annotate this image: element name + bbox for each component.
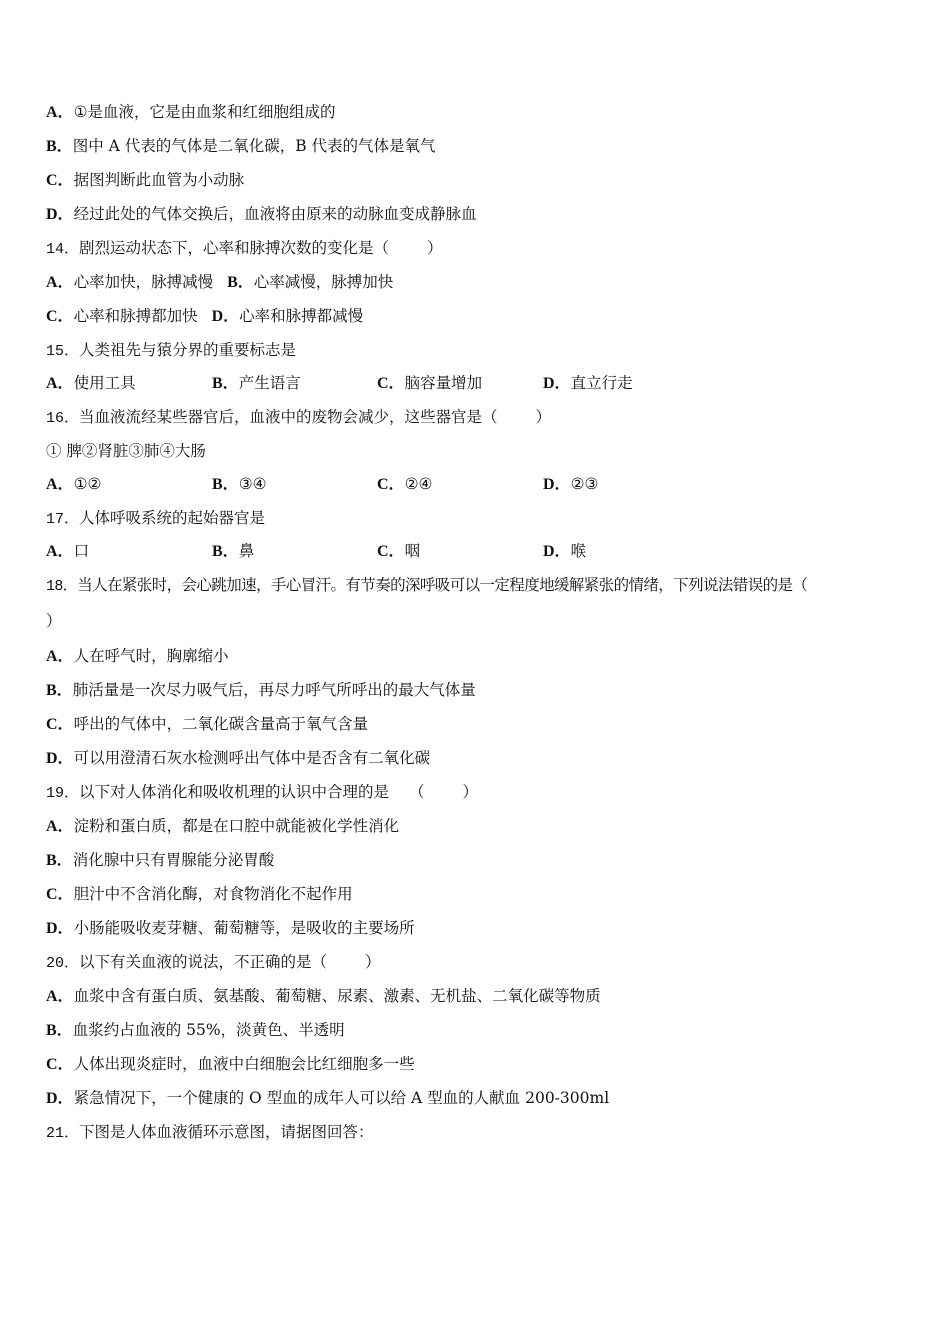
option-text: 经过此处的气体交换后，血液将由原来的动脉血变成静脉血 xyxy=(73,205,477,223)
option-text: ①② xyxy=(73,475,102,493)
option-text: 脑容量增加 xyxy=(404,374,483,392)
option-letter: D． xyxy=(46,750,74,767)
option-text: 血浆约占血液的 55%，淡黄色、半透明 xyxy=(72,1021,345,1039)
paren-close: ） xyxy=(46,612,62,630)
option-text: 据图判断此血管为小动脉 xyxy=(73,171,245,189)
option-text: 心率和脉搏都加快 xyxy=(73,307,198,325)
q15-option-d xyxy=(543,373,633,394)
option-letter: D． xyxy=(46,1090,74,1107)
option-letter: C． xyxy=(46,716,74,733)
question-text: 下图是人体血液循环示意图，请据图回答： xyxy=(79,1123,374,1141)
option-letter: D． xyxy=(543,476,571,493)
option-letter: B． xyxy=(212,543,239,560)
q15-option-a xyxy=(46,373,136,394)
option-letter: A． xyxy=(46,375,74,392)
q16-option-c xyxy=(377,474,432,495)
option-letter: B． xyxy=(46,682,73,699)
question-text: 当人在紧张时，会心跳加速，手心冒汗。有节奏的深呼吸可以一定程度地缓解紧张的情绪，下列说法错误的是（ xyxy=(77,576,808,594)
q19-option-a xyxy=(46,816,399,837)
q13-option-d xyxy=(46,204,477,225)
option-letter: A． xyxy=(46,988,74,1005)
q15-option-c xyxy=(377,373,482,394)
q18-option-d xyxy=(46,748,430,769)
option-letter: C． xyxy=(46,308,74,325)
q19-option-b xyxy=(46,850,274,871)
paren-close: ） xyxy=(535,408,552,426)
q19-option-d xyxy=(46,918,415,939)
option-text: ②④ xyxy=(404,475,433,493)
q16-option-a xyxy=(46,474,101,495)
q21-stem xyxy=(46,1122,374,1144)
question-number: 15． xyxy=(46,343,80,360)
option-letter: A． xyxy=(46,476,74,493)
question-number: 16． xyxy=(46,410,80,427)
option-letter: B． xyxy=(46,852,73,869)
question-number: 21． xyxy=(46,1125,80,1142)
item-list: ① 脾②肾脏③肺④大肠 xyxy=(46,442,206,460)
q20-stem xyxy=(46,952,381,974)
q14-stem xyxy=(46,238,443,260)
question-number: 18． xyxy=(46,578,78,595)
option-text: 鼻 xyxy=(238,542,255,560)
option-text: 呼出的气体中，二氧化碳含量高于氧气含量 xyxy=(73,715,369,733)
q14-options-cd xyxy=(46,306,363,327)
q16-option-b xyxy=(212,474,266,495)
option-letter: A． xyxy=(46,104,74,121)
q17-option-c xyxy=(377,541,420,562)
option-text: 胆汁中不含消化酶，对食物消化不起作用 xyxy=(73,885,353,903)
q17-option-a xyxy=(46,541,89,562)
option-letter: B． xyxy=(212,476,239,493)
q20-option-c xyxy=(46,1054,415,1075)
option-text: 消化腺中只有胃腺能分泌胃酸 xyxy=(72,851,275,869)
option-letter: A． xyxy=(46,818,74,835)
option-letter: D． xyxy=(211,308,240,325)
question-number: 14． xyxy=(46,241,80,258)
paren-close: ） xyxy=(365,953,381,971)
option-letter: B． xyxy=(46,138,73,155)
option-letter: D． xyxy=(543,375,571,392)
option-letter: D． xyxy=(543,543,571,560)
q14-option-c xyxy=(46,306,198,327)
q13-option-b xyxy=(46,136,436,157)
question-text: 以下对人体消化和吸收机理的认识中合理的是 xyxy=(79,783,390,801)
option-letter: C． xyxy=(377,375,405,392)
option-text: 产生语言 xyxy=(238,374,301,392)
question-number: 20． xyxy=(46,955,80,972)
q15-options xyxy=(46,373,906,393)
q17-stem xyxy=(46,508,265,530)
q16-stem xyxy=(46,407,551,429)
question-number: 19． xyxy=(46,785,80,802)
q20-option-d xyxy=(46,1088,609,1109)
option-letter: A． xyxy=(46,543,74,560)
paren-close: ） xyxy=(427,239,443,257)
option-letter: C． xyxy=(46,1056,74,1073)
option-letter: C． xyxy=(377,476,405,493)
option-text: 使用工具 xyxy=(73,374,136,392)
option-text: 直立行走 xyxy=(570,374,633,392)
q14-option-b xyxy=(227,272,393,293)
q13-option-c xyxy=(46,170,244,191)
option-letter: A． xyxy=(46,274,74,291)
q17-option-d xyxy=(543,541,586,562)
q15-stem xyxy=(46,340,296,362)
option-letter: B． xyxy=(227,274,254,291)
option-text: ②③ xyxy=(570,475,599,493)
option-text: 人在呼气时，胸廓缩小 xyxy=(73,647,229,665)
option-letter: C． xyxy=(46,172,74,189)
q17-options xyxy=(46,541,906,561)
option-text: 心率加快，脉搏减慢 xyxy=(73,273,214,291)
option-letter: A． xyxy=(46,648,74,665)
q20-option-b xyxy=(46,1020,345,1041)
option-text: 咽 xyxy=(404,542,421,560)
q19-stem xyxy=(46,782,478,804)
q15-option-b xyxy=(212,373,301,394)
option-text: 图中 A 代表的气体是二氧化碳，B 代表的气体是氧气 xyxy=(72,137,436,155)
q18-stem xyxy=(46,575,807,597)
option-letter: D． xyxy=(46,920,74,937)
q16-option-d xyxy=(543,474,598,495)
option-letter: B． xyxy=(46,1022,73,1039)
option-text: 可以用澄清石灰水检测呼出气体中是否含有二氧化碳 xyxy=(73,749,431,767)
option-letter: D． xyxy=(46,206,74,223)
option-text: 肺活量是一次尽力吸气后，再尽力呼气所呼出的最大气体量 xyxy=(72,681,476,699)
option-text: 口 xyxy=(73,542,90,560)
question-number: 17． xyxy=(46,511,80,528)
q19-option-c xyxy=(46,884,353,905)
question-text: 剧烈运动状态下，心率和脉搏次数的变化是（ xyxy=(79,239,390,257)
q13-option-a xyxy=(46,102,335,123)
option-letter: B． xyxy=(212,375,239,392)
option-text: 人体出现炎症时，血液中白细胞会比红细胞多一些 xyxy=(73,1055,415,1073)
q14-option-a xyxy=(46,272,213,293)
option-text: 喉 xyxy=(570,542,587,560)
q18-stem-continued xyxy=(46,611,62,631)
q14-options-ab xyxy=(46,272,393,293)
q16-items xyxy=(46,441,206,461)
question-text: 人类祖先与猿分界的重要标志是 xyxy=(79,341,297,359)
paren-close: ） xyxy=(462,783,479,801)
question-text: 当血液流经某些器官后，血液中的废物会减少，这些器官是（ xyxy=(79,408,498,426)
option-text: 紧急情况下，一个健康的 O 型血的成年人可以给 A 型血的人献血 200-300ml xyxy=(73,1089,610,1107)
option-text: ①是血液，它是由血浆和红细胞组成的 xyxy=(73,103,336,121)
q14-option-d xyxy=(212,306,364,327)
option-text: 淀粉和蛋白质，都是在口腔中就能被化学性消化 xyxy=(73,817,400,835)
option-letter: C． xyxy=(46,886,74,903)
q18-option-a xyxy=(46,646,229,667)
q17-option-b xyxy=(212,541,254,562)
option-text: 心率和脉搏都减慢 xyxy=(239,307,364,325)
option-text: 血浆中含有蛋白质、氨基酸、葡萄糖、尿素、激素、无机盐、二氧化碳等物质 xyxy=(73,987,601,1005)
question-text: 人体呼吸系统的起始器官是 xyxy=(79,509,266,527)
option-letter: C． xyxy=(377,543,405,560)
q16-options xyxy=(46,474,906,494)
question-text: 以下有关血液的说法，不正确的是（ xyxy=(79,953,328,971)
q20-option-a xyxy=(46,986,601,1007)
option-text: 小肠能吸收麦芽糖、葡萄糖等，是吸收的主要场所 xyxy=(73,919,415,937)
q18-option-b xyxy=(46,680,476,701)
paren-open: （ xyxy=(409,783,425,801)
option-text: ③④ xyxy=(238,475,267,493)
q18-option-c xyxy=(46,714,368,735)
option-text: 心率减慢，脉搏加快 xyxy=(253,273,394,291)
